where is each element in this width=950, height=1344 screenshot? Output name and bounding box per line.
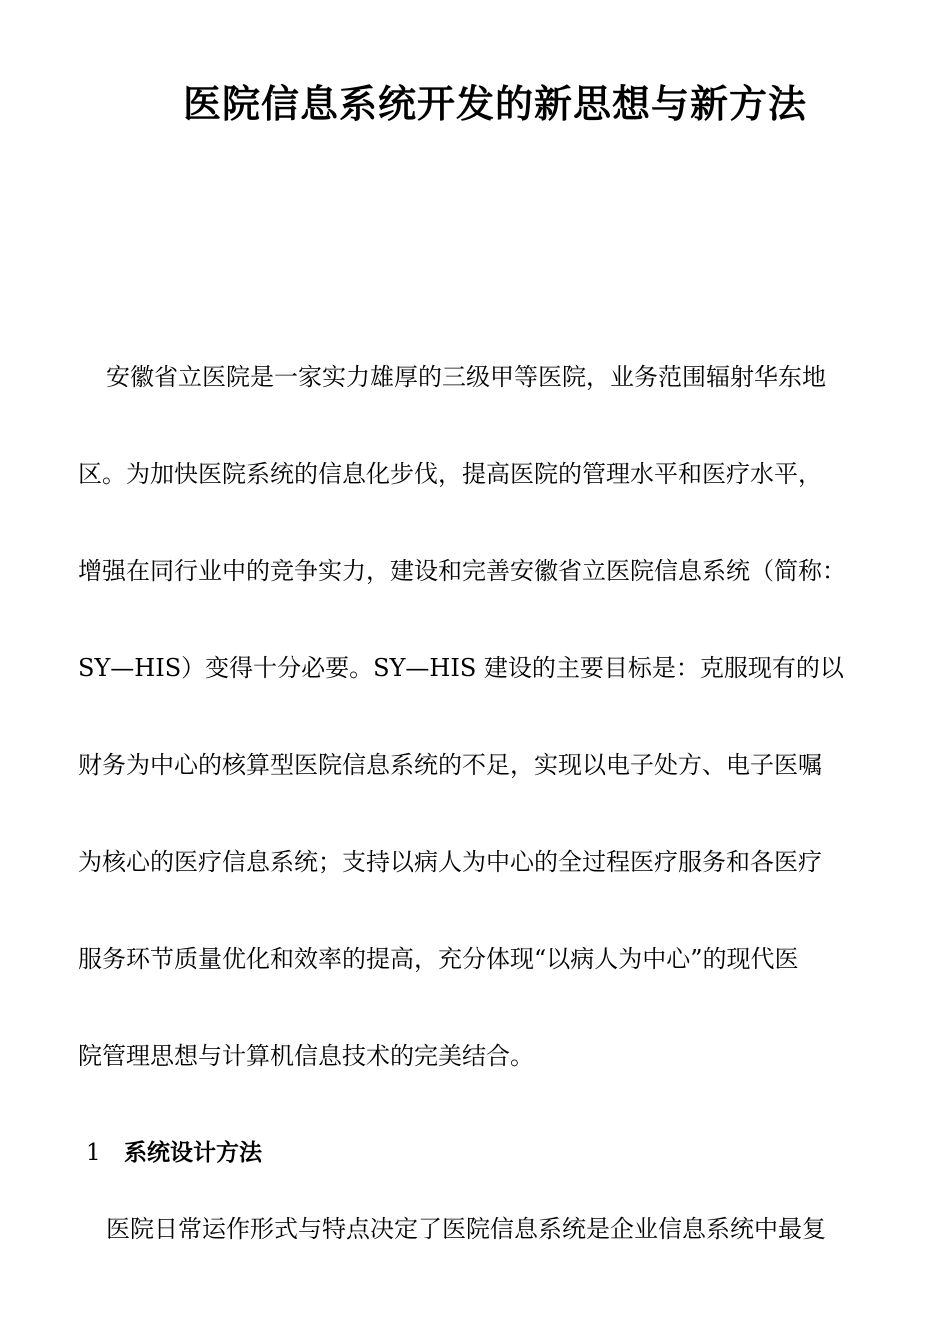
- paragraph-line: 增强在同行业中的竞争实力，建设和完善安徽省立医院信息系统（简称：: [78, 557, 846, 585]
- intro-paragraph: [78, 362, 878, 1102]
- paragraph-line: 医院日常运作形式与特点决定了医院信息系统是企业信息系统中最复: [106, 1215, 826, 1243]
- section-title: 系统设计方法: [124, 1140, 262, 1166]
- paragraph-line: 区。为加快医院系统的信息化步伐，提高医院的管理水平和医疗水平，: [78, 460, 822, 488]
- paragraph-line: 财务为中心的核算型医院信息系统的不足，实现以电子处方、电子医嘱: [78, 751, 822, 779]
- paragraph-line: 为核心的医疗信息系统；支持以病人为中心的全过程医疗服务和各医疗: [78, 848, 822, 876]
- section-number: 1: [86, 1140, 101, 1166]
- paragraph-line: 服务环节质量优化和效率的提高，充分体现“以病人为中心”的现代医: [78, 945, 799, 973]
- section-paragraph: [78, 1214, 878, 1254]
- paragraph-line: 院管理思想与计算机信息技术的完美结合。: [78, 1042, 534, 1070]
- section-heading: [86, 1138, 262, 1168]
- paragraph-line: 安徽省立医院是一家实力雄厚的三级甲等医院，业务范围辐射华东地: [106, 363, 826, 391]
- document-title: 医院信息系统开发的新思想与新方法: [182, 82, 807, 126]
- paragraph-line: SY—HIS）变得十分必要。SY—HIS 建设的主要目标是：克服现有的以: [78, 654, 844, 682]
